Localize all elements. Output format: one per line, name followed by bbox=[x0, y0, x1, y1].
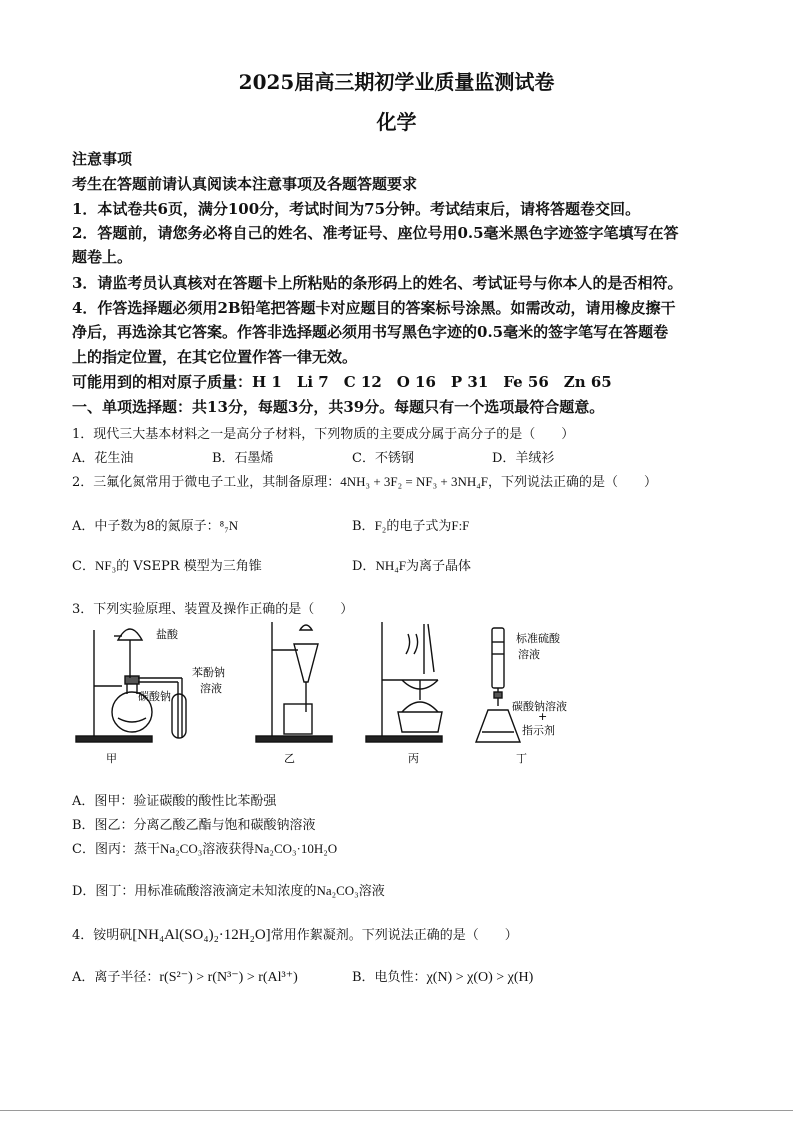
q4-stem-pre: 4．铵明矾 bbox=[72, 928, 133, 943]
q4-option-a bbox=[72, 966, 298, 986]
notice-intro: 考生在答题前请认真阅读本注意事项及各题答题要求 bbox=[72, 175, 418, 193]
q3-stem: 3．下列实验原理、装置及操作正确的是（ ） bbox=[72, 602, 354, 617]
q2-stem-pre: 2．三氟化氮常用于微电子工业，其制备原理： bbox=[72, 475, 341, 490]
q3-option-d bbox=[72, 880, 385, 899]
q3-c-formula-1: Na₂CO₃ bbox=[159, 841, 203, 856]
notice-heading: 注意事项 bbox=[72, 150, 133, 168]
q2-b-text: 的电子式为 bbox=[386, 519, 452, 534]
q3-apparatus-figure bbox=[72, 614, 580, 770]
q1-option-b: B．石墨烯 bbox=[212, 451, 274, 466]
q4-formula: [NH₄Al(SO₄)₂·12H₂O] bbox=[132, 927, 271, 943]
q3-option-b: B．图乙：分离乙酸乙酯与饱和碳酸钠溶液 bbox=[72, 818, 316, 833]
q3-d-post: 溶液 bbox=[358, 884, 385, 899]
q1-option-d: D．羊绒衫 bbox=[492, 451, 555, 466]
apparatus-bing bbox=[366, 622, 442, 742]
q2-b-dot: F:F bbox=[451, 518, 470, 533]
section-heading: 一、单项选择题：共13分，每题3分，共39分。每题只有一个选项最符合题意。 bbox=[72, 398, 605, 416]
q2-d-formula: NH₄F bbox=[375, 558, 406, 573]
label-hcl: 盐酸 bbox=[156, 628, 178, 641]
q2-a-text: A．中子数为8的氮原子： bbox=[72, 519, 220, 534]
q2-d-text: 为离子晶体 bbox=[405, 559, 471, 574]
notice-item-2-cont: 题卷上。 bbox=[72, 248, 133, 266]
notice-item-4-cont1: 净后，再选涂其它答案。作答非选择题必须用书写黑色字迹的0.5毫米的签字笔写在答题卷 bbox=[72, 323, 669, 341]
q2-a-formula: ⁸₇N bbox=[219, 518, 239, 533]
apparatus-yi bbox=[256, 622, 332, 742]
label-plus: + bbox=[538, 710, 548, 723]
label-jia: 甲 bbox=[106, 752, 117, 765]
q2-c-text: 的 VSEPR 模型为三角锥 bbox=[116, 559, 262, 574]
label-indicator: 指示剂 bbox=[522, 724, 555, 737]
q2-b-formula: F₂ bbox=[374, 518, 387, 533]
q3-c-mid: 溶液获得 bbox=[202, 842, 255, 857]
label-phenolate: 苯酚钠 bbox=[192, 666, 225, 679]
q2-stem-post: ，下列说法正确的是（ ） bbox=[488, 475, 658, 490]
q4-b-text: B．电负性： bbox=[352, 970, 427, 985]
q2-option-c bbox=[72, 555, 262, 574]
q2-d-pre: D． bbox=[352, 559, 376, 574]
label-titrand: 碳酸钠溶液 bbox=[512, 700, 567, 713]
q2-option-d bbox=[352, 555, 471, 574]
q4-option-b bbox=[352, 966, 533, 986]
q3-d-pre: D．图丁：用标准硫酸溶液滴定未知浓度的 bbox=[72, 884, 317, 899]
label-bing: 丙 bbox=[408, 752, 419, 765]
atomic-mass-line: 可能用到的相对原子质量：H 1 Li 7 C 12 O 16 P 31 Fe 56 Zn 65 bbox=[72, 373, 612, 391]
q4-a-text: A．离子半径： bbox=[72, 970, 160, 985]
notice-item-2: 2．答题前，请您务必将自己的姓名、准考证号、座位号用0.5毫米黑色字迹签字笔填写在答 bbox=[72, 224, 679, 242]
label-std-acid-solution: 溶液 bbox=[518, 648, 540, 661]
q2-c-formula: NF₃ bbox=[94, 558, 117, 573]
q2-option-b bbox=[352, 515, 469, 534]
notice-item-4-cont2: 上的指定位置，在其它位置作答一律无效。 bbox=[72, 348, 358, 366]
q4-b-formula: χ(N) > χ(O) > χ(H) bbox=[426, 970, 534, 985]
q4-stem bbox=[72, 924, 518, 944]
q3-c-formula-2: Na₂CO₃·10H₂O bbox=[254, 841, 338, 856]
q1-stem: 1．现代三大基本材料之一是高分子材料，下列物质的主要成分属于高分子的是（ ） bbox=[72, 427, 575, 442]
label-yi: 乙 bbox=[284, 752, 295, 765]
label-ding: 丁 bbox=[516, 752, 527, 765]
exam-title: 2025届高三期初学业质量监测试卷 bbox=[238, 70, 555, 94]
q3-option-a: A．图甲：验证碳酸的酸性比苯酚强 bbox=[72, 794, 277, 809]
notice-item-1: 1．本试卷共6页，满分100分，考试时间为75分钟。考试结束后，请将答题卷交回。 bbox=[72, 200, 641, 218]
q3-c-pre: C．图丙：蒸干 bbox=[72, 842, 160, 857]
label-std-acid: 标准硫酸 bbox=[516, 632, 560, 645]
q4-stem-post: 常用作絮凝剂。下列说法正确的是（ ） bbox=[270, 928, 518, 943]
q2-c-pre: C． bbox=[72, 559, 95, 574]
q1-option-a: A．花生油 bbox=[72, 451, 134, 466]
q3-d-formula: Na₂CO₃ bbox=[316, 883, 359, 898]
q2-option-a bbox=[72, 515, 238, 534]
subject-title: 化学 bbox=[376, 110, 417, 134]
q4-a-formula: r(S²⁻) > r(N³⁻) > r(Al³⁺) bbox=[159, 970, 298, 985]
notice-item-3: 3．请监考员认真核对在答题卡上所粘贴的条形码上的姓名、考试证号与你本人的是否相符。 bbox=[72, 274, 683, 292]
q2-equation: 4NH₃ + 3F₂ = NF₃ + 3NH₄F bbox=[340, 474, 489, 489]
q3-option-c bbox=[72, 838, 337, 857]
label-phenolate-solution: 溶液 bbox=[200, 682, 222, 695]
q2-b-pre: B． bbox=[352, 519, 375, 534]
page-bottom-rule bbox=[0, 1110, 793, 1111]
label-na2co3: 碳酸钠 bbox=[138, 690, 171, 703]
q2-stem bbox=[72, 471, 657, 490]
apparatus-ding bbox=[476, 628, 520, 742]
q1-option-c: C．不锈钢 bbox=[352, 451, 414, 466]
notice-item-4: 4．作答选择题必须用2B铅笔把答题卡对应题目的答案标号涂黑。如需改动，请用橡皮擦干 bbox=[72, 299, 676, 317]
apparatus-jia bbox=[76, 629, 186, 742]
